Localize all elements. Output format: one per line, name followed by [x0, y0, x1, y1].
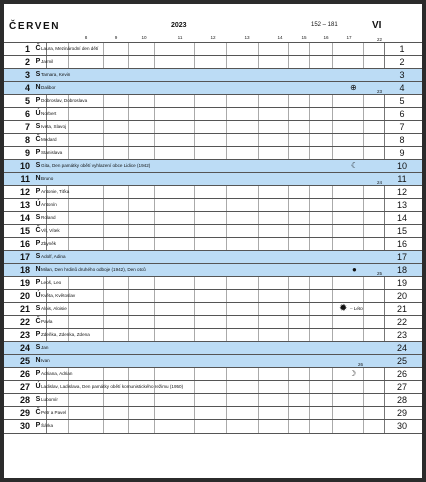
day-of-week: N [35, 83, 41, 91]
day-number: 2 [24, 57, 30, 67]
day-number: 18 [19, 265, 30, 275]
day-of-week: S [35, 343, 41, 351]
day-of-week: P [35, 57, 41, 65]
day-of-week: P [35, 278, 41, 286]
name-day-label: Zdeňka, Zdenka, Zdena [41, 332, 90, 337]
day-of-week: S [35, 161, 41, 169]
day-of-week: P [35, 369, 41, 377]
day-number-right: 22 [396, 317, 407, 327]
day-row[interactable] [4, 146, 422, 159]
day-of-week: Ú [35, 382, 41, 390]
day-number-right: 7 [399, 122, 405, 132]
day-row[interactable] [4, 237, 422, 250]
day-number-right: 16 [396, 239, 407, 249]
week-number: 25 [377, 271, 383, 276]
day-number: 3 [24, 70, 30, 80]
day-of-week: Ú [35, 291, 41, 299]
day-number-right: 26 [396, 369, 407, 379]
hour-label: 16 [323, 35, 329, 40]
day-of-week: S [35, 304, 41, 312]
name-day-label: Iveta, Slavoj [41, 124, 67, 129]
day-row[interactable] [4, 263, 422, 276]
name-day-label: Stanislava [41, 150, 63, 155]
day-row[interactable] [4, 159, 422, 172]
day-row[interactable] [4, 55, 422, 68]
day-number: 19 [19, 278, 30, 288]
day-number-right: 25 [396, 356, 407, 366]
name-day-label: Dalibor [41, 85, 56, 90]
hour-label: 13 [244, 35, 250, 40]
day-number-right: 11 [397, 174, 407, 184]
hour-label: 12 [210, 35, 216, 40]
name-day-label: Dobroslav, Dobroslava [41, 98, 88, 103]
season-label: – Léto [350, 306, 363, 311]
day-of-week: P [35, 239, 41, 247]
day-of-week: Ú [35, 200, 41, 208]
name-day-label: Ivan [41, 358, 50, 363]
day-of-week: S [35, 70, 41, 78]
day-of-week: S [35, 213, 41, 221]
month-title: ČERVEN [9, 21, 61, 32]
day-number-right: 15 [396, 226, 407, 236]
year-label: 2023 [171, 22, 187, 29]
day-row[interactable] [4, 180, 422, 198]
day-row[interactable] [4, 211, 422, 224]
day-number-right: 4 [399, 83, 405, 93]
name-day-label: Lubomír [41, 397, 58, 402]
day-number-right: 9 [399, 148, 405, 158]
day-number-right: 12 [396, 187, 407, 197]
hour-label: 14 [277, 35, 283, 40]
day-of-week: P [35, 148, 41, 156]
day-number: 26 [19, 369, 30, 379]
day-number-right: 6 [399, 109, 405, 119]
day-number: 16 [19, 239, 30, 249]
day-row[interactable] [4, 328, 422, 341]
name-day-label: Květa, Květoslav [41, 293, 76, 298]
day-row[interactable] [4, 406, 422, 419]
day-of-week: N [35, 265, 41, 273]
day-number: 6 [24, 109, 30, 119]
full-moon-icon: ⊕ [350, 83, 357, 92]
last-quarter-moon-icon: ☾ [351, 161, 359, 170]
day-row[interactable] [4, 271, 422, 289]
day-number: 28 [19, 395, 30, 405]
day-of-week: S [35, 395, 41, 403]
day-number: 25 [19, 356, 30, 366]
day-number-right: 24 [396, 343, 407, 353]
day-number: 14 [19, 213, 30, 223]
day-row[interactable] [4, 120, 422, 133]
day-number-right: 19 [396, 278, 407, 288]
name-day-label: Adriana, Adrian [41, 371, 73, 376]
day-row[interactable] [4, 302, 422, 315]
name-day-label: Antonín [41, 202, 57, 207]
day-number: 24 [19, 343, 30, 353]
name-day-label: Tamara, Kevin [41, 72, 71, 77]
name-day-label: Šárka [41, 423, 54, 428]
day-number: 27 [19, 382, 30, 392]
day-of-year-range: 152 – 181 [311, 22, 338, 28]
hour-label: 9 [114, 35, 118, 40]
day-number: 15 [19, 226, 30, 236]
day-row[interactable] [4, 172, 422, 185]
name-day-label: Norbert [41, 111, 57, 116]
day-of-week: Č [35, 226, 41, 234]
day-row[interactable] [4, 133, 422, 146]
day-of-week: Č [35, 317, 41, 325]
calendar-page [4, 4, 422, 478]
name-day-label: Zbyněk [41, 241, 57, 246]
day-number-right: 14 [396, 213, 407, 223]
day-number: 11 [20, 174, 30, 184]
day-number: 20 [19, 291, 30, 301]
week-number: 26 [358, 362, 364, 367]
day-row[interactable] [4, 81, 422, 94]
day-number: 1 [24, 44, 30, 54]
roman-month: VI [372, 20, 382, 31]
day-number: 5 [24, 96, 30, 106]
first-quarter-moon-icon: ☽ [349, 369, 357, 378]
day-number-right: 27 [396, 382, 407, 392]
name-day-label: Petr a Pavel [41, 410, 67, 415]
day-row[interactable] [4, 224, 422, 237]
day-number-right: 5 [399, 96, 405, 106]
day-number-right: 28 [396, 395, 407, 405]
name-day-label: Ladislav, Ladislava, Den památky obětí komunistického režimu (1950) [41, 384, 184, 389]
day-row[interactable] [4, 198, 422, 211]
name-day-label: Vít, Vítek [41, 228, 60, 233]
day-of-week: P [35, 421, 41, 429]
week-number: 24 [377, 180, 383, 185]
day-number-right: 20 [396, 291, 407, 301]
day-row[interactable] [4, 393, 422, 406]
day-row[interactable] [4, 107, 422, 120]
day-row[interactable] [4, 362, 422, 380]
day-number-right: 8 [399, 135, 405, 145]
day-number-right: 10 [396, 161, 407, 171]
day-of-week: P [35, 187, 41, 195]
day-number: 4 [24, 83, 30, 93]
day-number: 17 [19, 252, 30, 262]
day-number-right: 30 [396, 421, 407, 431]
day-number-right: 23 [396, 330, 407, 340]
day-number: 7 [24, 122, 30, 132]
day-of-week: Č [35, 135, 41, 143]
day-number: 23 [19, 330, 30, 340]
day-number-right: 18 [396, 265, 407, 275]
grid-bottom-line [4, 433, 422, 434]
day-of-week: N [35, 356, 41, 364]
day-number: 21 [19, 304, 30, 314]
name-day-label: Pavla [41, 319, 53, 324]
day-number: 12 [19, 187, 30, 197]
name-day-label: Jarmil [41, 59, 54, 64]
day-number-right: 17 [396, 252, 407, 262]
day-number: 10 [19, 161, 30, 171]
day-number-right: 13 [396, 200, 407, 210]
day-number: 30 [19, 421, 30, 431]
day-row[interactable] [4, 89, 422, 107]
day-number-right: 3 [399, 70, 405, 80]
name-day-label: Laura, Mezinárodní den dětí [41, 46, 99, 51]
name-day-label: Milan, Den hrdinů druhého odboje (1942), Den otců [41, 267, 146, 272]
day-number: 13 [19, 200, 30, 210]
day-number: 8 [24, 135, 30, 145]
day-row[interactable] [4, 315, 422, 328]
day-of-week: Ú [35, 109, 41, 117]
day-row[interactable] [4, 419, 422, 432]
day-number: 29 [19, 408, 30, 418]
day-number: 22 [19, 317, 30, 327]
week-number: 23 [377, 89, 383, 94]
name-day-label: Jan [41, 345, 49, 350]
new-moon-icon: ● [352, 265, 357, 274]
day-row[interactable] [4, 250, 422, 263]
day-row[interactable] [4, 68, 422, 81]
day-of-week: S [35, 122, 41, 130]
name-day-label: Adolf, Adina [41, 254, 66, 259]
hour-label: 8 [84, 35, 88, 40]
hour-label: 15 [301, 35, 307, 40]
week-number: 22 [377, 37, 383, 42]
day-number: 9 [24, 148, 30, 158]
name-day-label: Bruno [41, 176, 54, 181]
day-row[interactable] [4, 289, 422, 302]
day-of-week: Č [35, 408, 41, 416]
name-day-label: Antonie, Tiťka [41, 189, 70, 194]
hour-label: 17 [346, 35, 352, 40]
day-number-right: 2 [399, 57, 405, 67]
day-of-week: P [35, 330, 41, 338]
name-day-label: Gita, Den památky obětí vyhlazení obce Lidice (1942) [41, 163, 151, 168]
day-of-week: Č [35, 44, 41, 52]
sun-icon: ✹ [339, 303, 348, 314]
day-number-right: 1 [399, 44, 405, 54]
name-day-label: Roland [41, 215, 56, 220]
name-day-label: Medard [41, 137, 57, 142]
day-number-right: 29 [396, 408, 407, 418]
day-of-week: N [35, 174, 41, 182]
day-row[interactable] [4, 380, 422, 393]
day-row[interactable] [4, 341, 422, 354]
name-day-label: Alois, Aloisie [41, 306, 67, 311]
hour-label: 10 [141, 35, 147, 40]
day-of-week: S [35, 252, 41, 260]
name-day-label: Leoš, Leo [41, 280, 62, 285]
hour-label: 11 [177, 35, 183, 40]
day-number-right: 21 [396, 304, 407, 314]
day-of-week: P [35, 96, 41, 104]
